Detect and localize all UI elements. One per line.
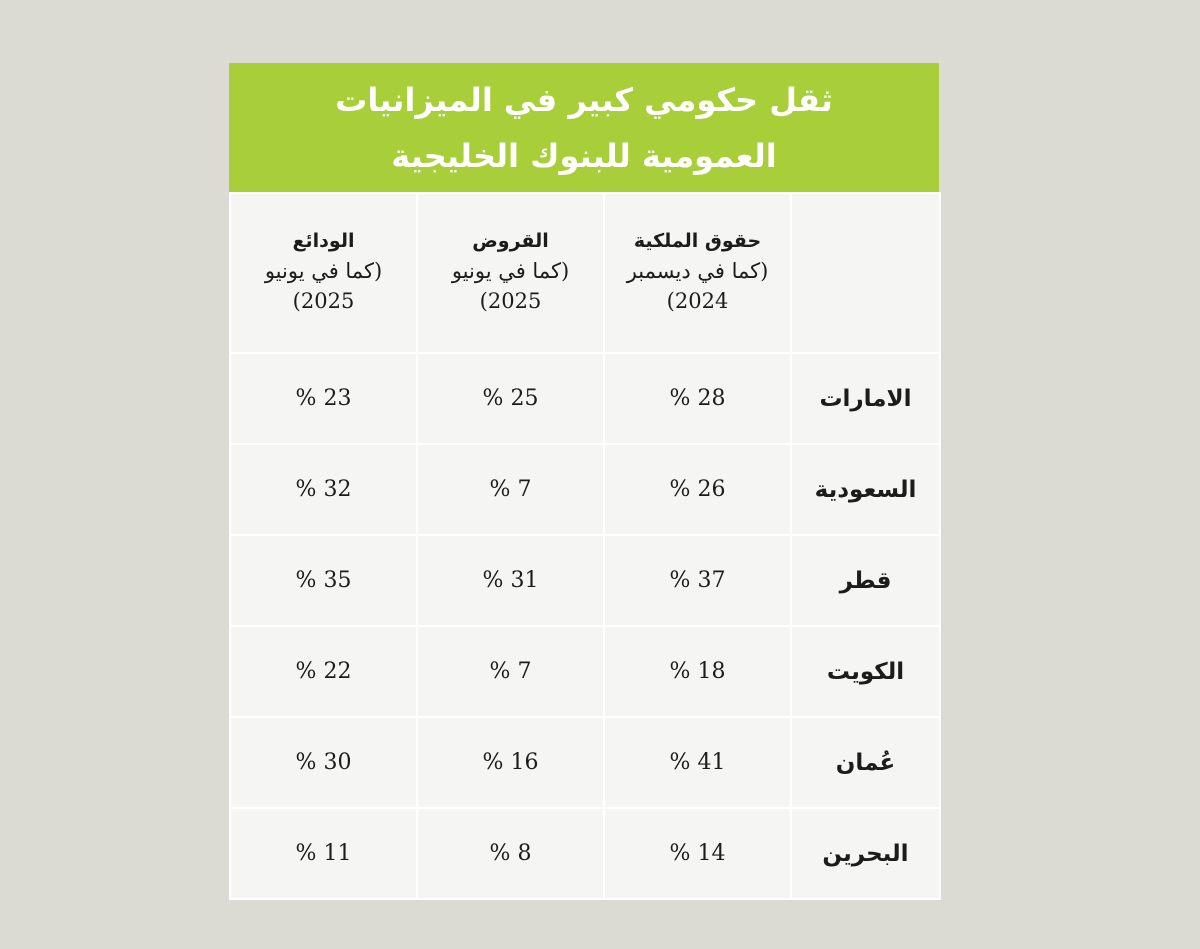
equity-cell: 26 % [604, 444, 791, 535]
loans-cell: 31 % [417, 535, 604, 626]
loans-cell: 7 % [417, 626, 604, 717]
header-equity-year: 2024) [666, 289, 729, 313]
equity-cell: 37 % [604, 535, 791, 626]
table-row [230, 444, 940, 535]
deposits-cell: 23 % [230, 353, 417, 444]
table-row [230, 353, 940, 444]
header-loans-name: القروض [472, 230, 549, 252]
equity-cell: 41 % [604, 717, 791, 808]
loans-cell: 25 % [417, 353, 604, 444]
country-cell: قطر [791, 535, 940, 626]
data-table [229, 192, 941, 900]
header-equity [604, 193, 791, 353]
equity-cell: 14 % [604, 808, 791, 899]
header-empty-cell [791, 193, 940, 353]
infographic-card [229, 63, 939, 898]
deposits-cell: 32 % [230, 444, 417, 535]
title-banner [229, 63, 939, 192]
header-loans-note: (كما في يونيو [451, 259, 570, 283]
header-row [230, 193, 940, 353]
header-deposits-note: (كما في يونيو [264, 259, 383, 283]
table-row [230, 717, 940, 808]
loans-cell: 7 % [417, 444, 604, 535]
country-cell: عُمان [791, 717, 940, 808]
country-cell: البحرين [791, 808, 940, 899]
title-line-1: ثقل حكومي كبير في الميزانيات [335, 80, 833, 119]
deposits-cell: 35 % [230, 535, 417, 626]
title-line-2: العمومية للبنوك الخليجية [391, 136, 777, 175]
country-cell: السعودية [791, 444, 940, 535]
deposits-cell: 30 % [230, 717, 417, 808]
equity-cell: 18 % [604, 626, 791, 717]
loans-cell: 8 % [417, 808, 604, 899]
country-cell: الكويت [791, 626, 940, 717]
header-deposits-name: الودائع [292, 230, 355, 252]
header-loans [417, 193, 604, 353]
header-equity-note: (كما في ديسمبر [626, 259, 769, 283]
header-equity-name: حقوق الملكية [633, 230, 762, 252]
header-deposits-year: 2025) [292, 289, 355, 313]
header-loans-year: 2025) [479, 289, 542, 313]
deposits-cell: 11 % [230, 808, 417, 899]
loans-cell: 16 % [417, 717, 604, 808]
country-cell: الامارات [791, 353, 940, 444]
header-deposits [230, 193, 417, 353]
table-row [230, 626, 940, 717]
table-row [230, 808, 940, 899]
table-row [230, 535, 940, 626]
deposits-cell: 22 % [230, 626, 417, 717]
equity-cell: 28 % [604, 353, 791, 444]
